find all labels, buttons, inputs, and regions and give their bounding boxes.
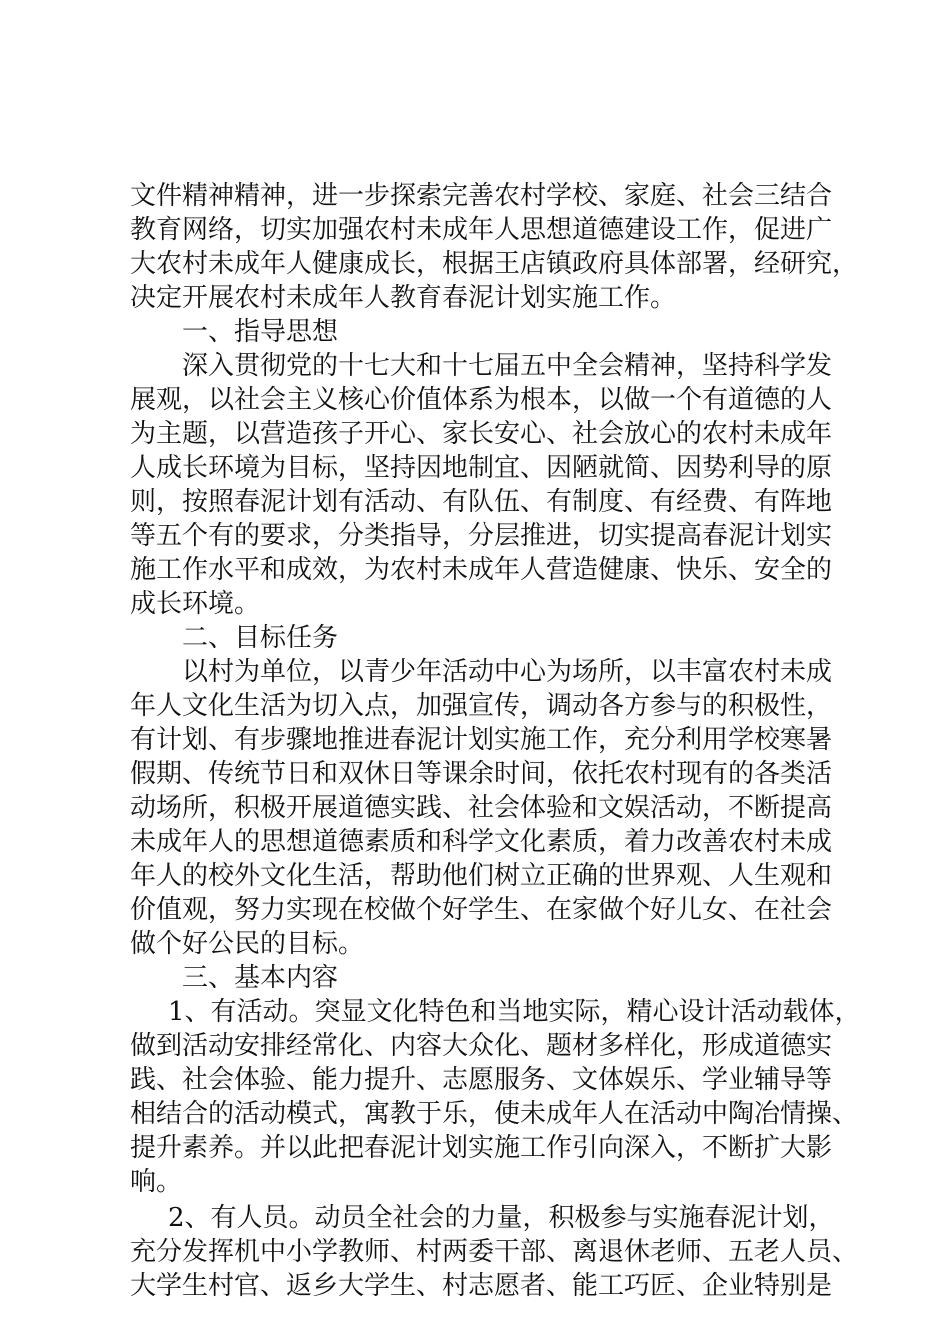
body-line: 2、有人员。动员全社会的力量，积极参与实施春泥计划，	[168, 1203, 835, 1233]
body-line: 年人的校外文化生活，帮助他们树立正确的世界观、人生观和	[130, 861, 833, 891]
body-line: 等五个有的要求，分类指导，分层推进，切实提高春泥计划实	[130, 521, 833, 551]
body-line: 提升素养。并以此把春泥计划实施工作引向深入，不断扩大影	[130, 1133, 833, 1163]
body-line: 施工作水平和成效，为农村未成年人营造健康、快乐、安全的	[130, 555, 833, 585]
body-line: 则，按照春泥计划有活动、有队伍、有制度、有经费、有阵地	[130, 487, 833, 517]
body-line: 大学生村官、返乡大学生、村志愿者、能工巧匠、企业特别是	[130, 1271, 833, 1301]
body-line: 有计划、有步骤地推进春泥计划实施工作，充分利用学校寒暑	[130, 725, 833, 755]
body-line: 大农村未成年人健康成长，根据王店镇政府具体部署，经研究，	[130, 249, 859, 279]
body-line: 未成年人的思想道德素质和科学文化素质，着力改善农村未成	[130, 827, 833, 857]
body-line: 假期、传统节日和双休日等课余时间，依托农村现有的各类活	[130, 759, 833, 789]
body-line: 决定开展农村未成年人教育春泥计划实施工作。	[130, 283, 677, 313]
body-line: 展观，以社会主义核心价值体系为根本，以做一个有道德的人	[130, 385, 833, 415]
body-line: 文件精神精神，进一步探索完善农村学校、家庭、社会三结合	[130, 181, 833, 211]
body-line: 以村为单位，以青少年活动中心为场所，以丰富农村未成	[182, 657, 833, 687]
body-line: 动场所，积极开展道德实践、社会体验和文娱活动，不断提高	[130, 793, 833, 823]
section-heading: 二、目标任务	[182, 623, 339, 653]
body-line: 相结合的活动模式，寓教于乐，使未成年人在活动中陶冶情操、	[130, 1099, 859, 1129]
body-line: 深入贯彻党的十七大和十七届五中全会精神，坚持科学发	[182, 351, 833, 381]
body-line: 响。	[130, 1167, 183, 1197]
body-line: 成长环境。	[130, 589, 261, 619]
body-line: 价值观，努力实现在校做个好学生、在家做个好儿女、在社会	[130, 895, 833, 925]
body-line: 1、有活动。突显文化特色和当地实际，精心设计活动载体，	[168, 997, 861, 1027]
section-heading: 三、基本内容	[182, 963, 339, 993]
body-line: 人成长环境为目标，坚持因地制宜、因陋就简、因势利导的原	[130, 453, 833, 483]
body-line: 做个好公民的目标。	[130, 929, 365, 959]
body-line: 教育网络，切实加强农村未成年人思想道德建设工作，促进广	[130, 215, 833, 245]
body-line: 践、社会体验、能力提升、志愿服务、文体娱乐、学业辅导等	[130, 1065, 833, 1095]
body-line: 充分发挥机中小学教师、村两委干部、离退休老师、五老人员、	[130, 1237, 859, 1267]
section-heading: 一、指导思想	[182, 317, 339, 347]
body-line: 做到活动安排经常化、内容大众化、题材多样化，形成道德实	[130, 1031, 833, 1061]
body-line: 年人文化生活为切入点，加强宣传，调动各方参与的积极性，	[130, 691, 833, 721]
body-line: 为主题，以营造孩子开心、家长安心、社会放心的农村未成年	[130, 419, 833, 449]
